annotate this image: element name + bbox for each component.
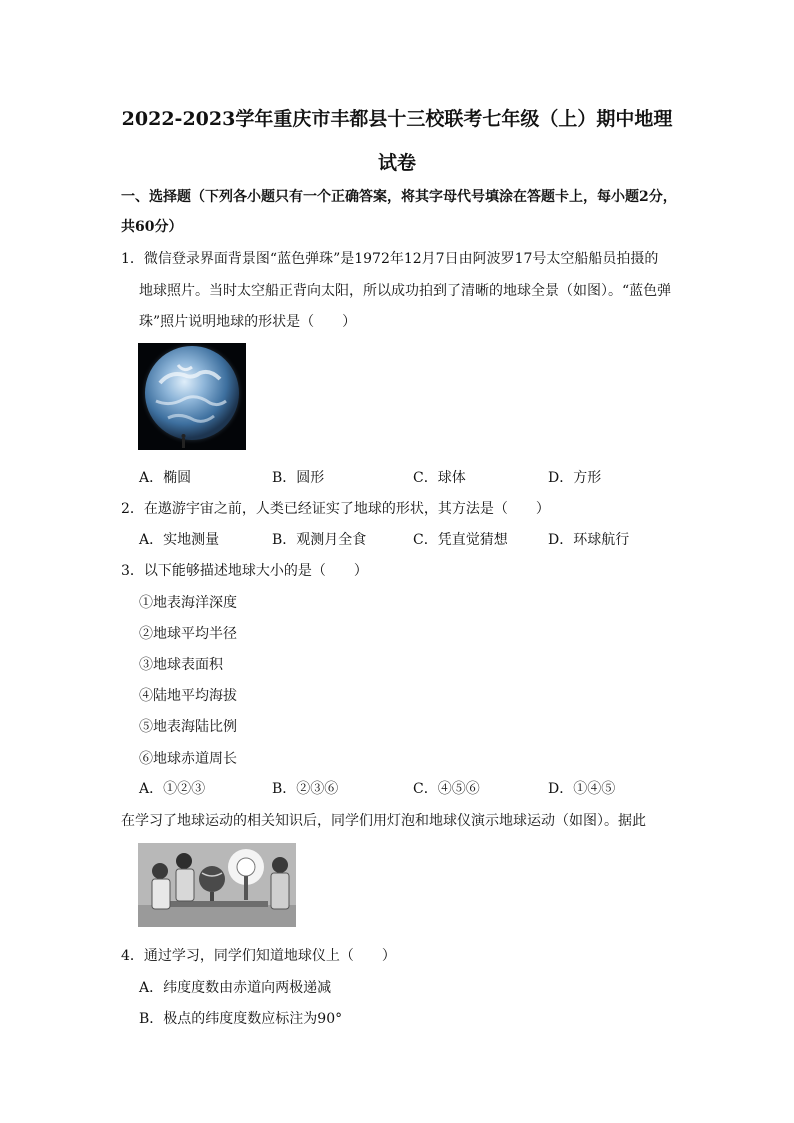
classroom-illustration — [138, 843, 296, 927]
q3-option-a[interactable]: A．①②③ — [139, 781, 206, 797]
q1-option-a[interactable]: A．椭圆 — [139, 470, 192, 486]
q3-item: ⑤地表海陆比例 — [139, 719, 237, 735]
q1-stem-line1: 1．微信登录界面背景图“蓝色弹珠”是1972年12月7日由阿波罗17号太空船船员拍摄的 — [121, 251, 659, 267]
q4-option-b[interactable]: B．极点的纬度度数应标注为90° — [139, 1011, 343, 1027]
q3-stem: 3．以下能够描述地球大小的是（ ） — [121, 563, 368, 579]
q1-option-c[interactable]: C．球体 — [413, 470, 466, 486]
page-title: 2022-2023学年重庆市丰都县十三校联考七年级（上）期中地理 — [121, 108, 673, 130]
passage-intro: 在学习了地球运动的相关知识后，同学们用灯泡和地球仪演示地球运动（如图）。据此 — [121, 813, 646, 829]
q3-option-d[interactable]: D．①④⑤ — [548, 781, 616, 797]
q2-option-c[interactable]: C．凭直觉猜想 — [413, 532, 508, 548]
q1-stem-line2: 地球照片。当时太空船正背向太阳，所以成功拍到了清晰的地球全景（如图）。“蓝色弹 — [139, 283, 672, 299]
page-title-cont: 试卷 — [377, 152, 416, 174]
q3-option-b[interactable]: B．②③⑥ — [272, 781, 339, 797]
q2-stem: 2．在遨游宇宙之前，人类已经证实了地球的形状，其方法是（ ） — [121, 501, 550, 517]
q2-option-b[interactable]: B．观测月全食 — [272, 532, 367, 548]
q2-option-d[interactable]: D．环球航行 — [548, 532, 630, 548]
q1-stem-line3: 珠”照片说明地球的形状是（ ） — [139, 314, 357, 330]
q2-option-a[interactable]: A．实地测量 — [139, 532, 220, 548]
q3-item: ⑥地球赤道周长 — [139, 751, 237, 767]
q1-option-b[interactable]: B．圆形 — [272, 470, 325, 486]
q3-item: ③地球表面积 — [139, 657, 223, 673]
section-heading-cont: 共60分） — [121, 219, 183, 235]
q3-option-c[interactable]: C．④⑤⑥ — [413, 781, 480, 797]
q3-item: ④陆地平均海拔 — [139, 688, 237, 704]
q4-stem: 4．通过学习，同学们知道地球仪上（ ） — [121, 948, 396, 964]
q3-item: ①地表海洋深度 — [139, 595, 237, 611]
q4-option-a[interactable]: A．纬度度数由赤道向两极递减 — [139, 980, 332, 996]
q3-item: ②地球平均半径 — [139, 626, 237, 642]
q1-option-d[interactable]: D．方形 — [548, 470, 602, 486]
section-heading: 一、选择题（下列各小题只有一个正确答案，将其字母代号填涂在答题卡上，每小题2分， — [121, 189, 677, 205]
earth-photo — [138, 343, 246, 450]
